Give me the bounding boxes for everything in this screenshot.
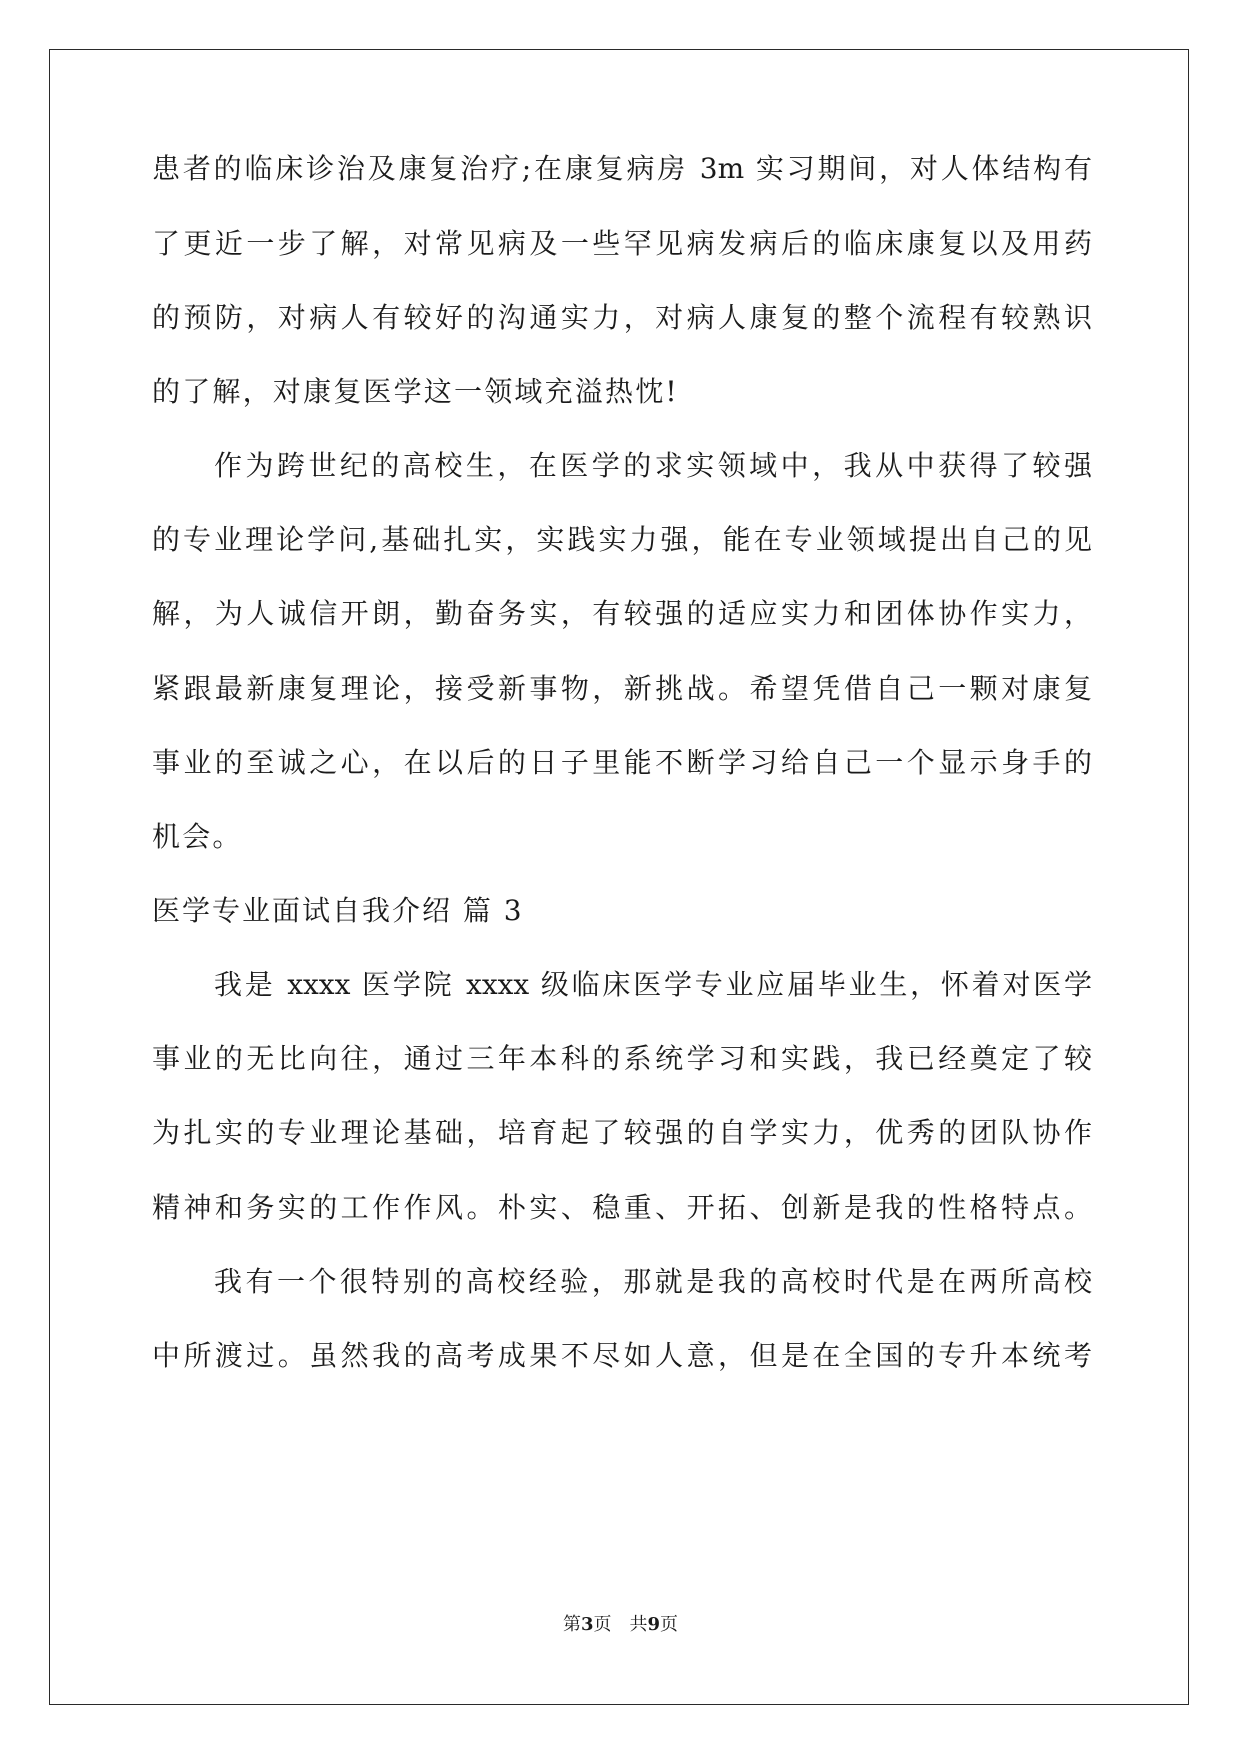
body-line: 患者的临床诊治及康复治疗;在康复病房 3m 实习期间，对人体结构有 <box>152 152 1092 185</box>
paragraph-first-line: 我有一个很特别的高校经验，那就是我的高校时代是在两所高校 <box>214 1265 1092 1298</box>
body-line: 中所渡过。虽然我的高考成果不尽如人意，但是在全国的专升本统考 <box>152 1339 1092 1372</box>
body-line: 紧跟最新康复理论，接受新事物，新挑战。希望凭借自己一颗对康复 <box>152 672 1092 705</box>
body-line: 事业的至诚之心，在以后的日子里能不断学习给自己一个显示身手的 <box>152 746 1092 779</box>
body-line: 的预防，对病人有较好的沟通实力，对病人康复的整个流程有较熟识 <box>152 301 1092 334</box>
body-line: 的了解，对康复医学这一领域充溢热忱! <box>152 375 679 408</box>
paragraph-first-line: 作为跨世纪的高校生，在医学的求实领域中，我从中获得了较强 <box>214 449 1092 482</box>
body-line: 的专业理论学问,基础扎实，实践实力强，能在专业领域提出自己的见 <box>152 523 1092 556</box>
body-line: 为扎实的专业理论基础，培育起了较强的自学实力，优秀的团队协作 <box>152 1116 1092 1149</box>
body-line: 精神和务实的工作作风。朴实、稳重、开拓、创新是我的性格特点。 <box>152 1191 1092 1224</box>
paragraph-first-line: 我是 xxxx 医学院 xxxx 级临床医学专业应届毕业生，怀着对医学 <box>214 968 1092 1001</box>
body-line: 事业的无比向往，通过三年本科的系统学习和实践，我已经奠定了较 <box>152 1042 1092 1075</box>
footer-prefix: 第 <box>562 1614 581 1635</box>
page-footer <box>0 1613 1241 1637</box>
section-heading: 医学专业面试自我介绍 篇 3 <box>152 894 524 927</box>
current-page-number: 3 <box>580 1614 594 1635</box>
body-line: 了更近一步了解，对常见病及一些罕见病发病后的临床康复以及用药 <box>152 227 1092 260</box>
body-line: 机会。 <box>152 820 243 853</box>
body-line: 解，为人诚信开朗，勤奋务实，有较强的适应实力和团体协作实力， <box>152 597 1092 630</box>
footer-mid: 页 共 <box>593 1614 648 1635</box>
footer-suffix: 页 <box>660 1614 679 1635</box>
total-pages-number: 9 <box>647 1614 661 1635</box>
